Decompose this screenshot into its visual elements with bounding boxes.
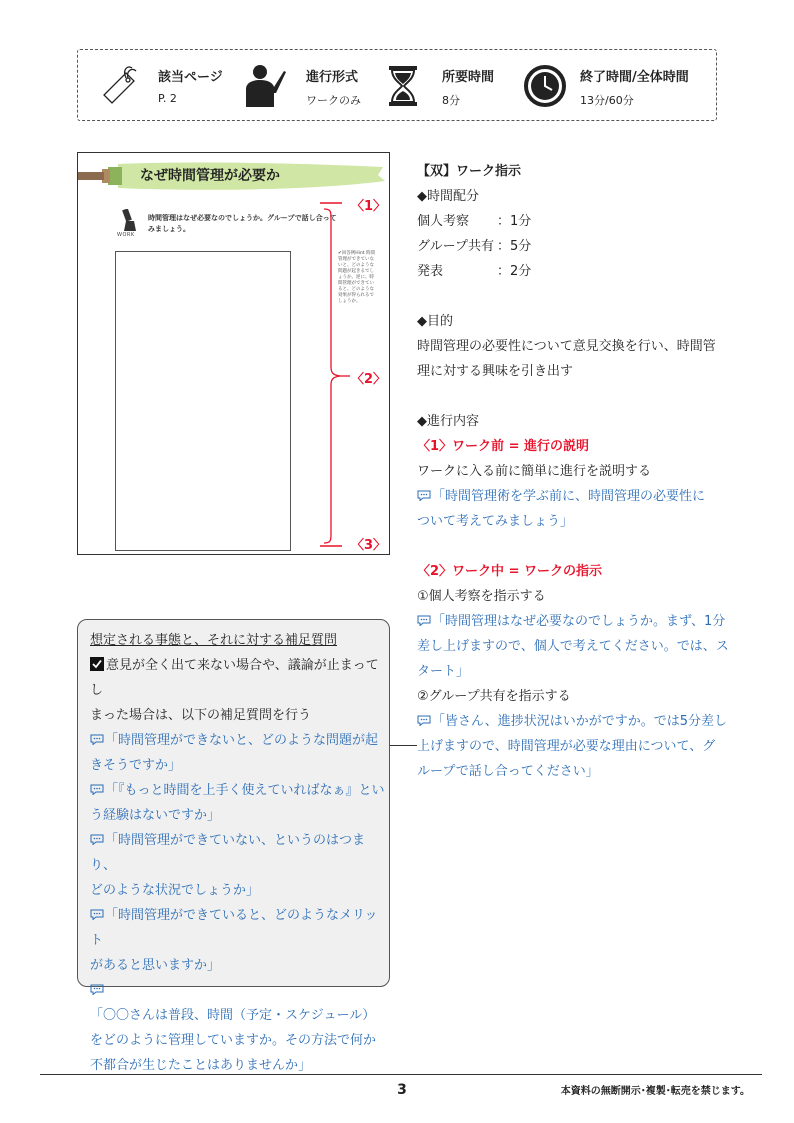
supplement-question-line: 「〇〇さんは普段、時間（予定・スケジュール） (90, 978, 385, 1028)
supplement-question-line: 「時間管理ができていると、どのようなメリット (90, 908, 378, 948)
supplement-questions (90, 728, 385, 1078)
time-heading: ◆時間配分 (417, 189, 479, 204)
presenter-icon (240, 63, 286, 109)
step1-quote-line: 「時間管理術を学ぶ前に、時間管理の必要性に (417, 484, 737, 509)
time-row (417, 209, 737, 234)
copyright-notice: 本資料の無断開示･複製･転売を禁じます。 (560, 1086, 750, 1097)
ticket-tag-icon (96, 63, 142, 109)
supplement-question-line: う経験はないですか」 (90, 808, 221, 823)
marker-1: 〈1〉 (351, 199, 387, 214)
step2a-quote-line: 「時間管理はなぜ必要なのでしょうか。まず、1分 (417, 609, 737, 634)
supplement-lead: まった場合は、以下の補足質問を行う (90, 708, 312, 723)
supplement-question-line: 「時間管理ができないと、どのような問題が起 (90, 728, 385, 753)
connector-line (390, 745, 417, 746)
time-row (417, 234, 737, 259)
time-value: ：5分 (497, 239, 532, 254)
time-row (417, 259, 737, 284)
instructions-heading: 【双】ワーク指示 (417, 164, 522, 179)
step2a-quote-line: 差し上げますので、個人で考えてください。では、ス (417, 639, 729, 654)
info-label: 所要時間 (442, 70, 495, 85)
info-value: ワークのみ (306, 94, 361, 107)
info-value: P. 2 (158, 92, 177, 105)
purpose-line: 時間管理の必要性について意見交換を行い、時間管 (417, 339, 716, 354)
step1-text: ワークに入る前に簡単に進行を説明する (417, 464, 652, 479)
time-label: 個人考察 (417, 214, 470, 229)
step2b-text: ②グループ共有を指示する (417, 689, 571, 704)
speech-bubble-icon (90, 909, 104, 920)
step2a-text: ①個人考察を指示する (417, 589, 546, 604)
info-label: 終了時間/全体時間 (580, 70, 689, 85)
supplement-question-line: 不都合が生じたことはありませんか」 (90, 1058, 312, 1073)
time-value: ：1分 (497, 214, 532, 229)
supplement-question-line: をどのように管理していますか。その方法で何か (90, 1033, 377, 1048)
purpose-line: 理に対する興味を引き出す (417, 364, 574, 379)
info-label: 該当ページ (158, 70, 223, 85)
supplement-question-line: 「時間管理ができていない、というのはつまり、 (90, 833, 366, 873)
slide-hint: ✔回答例Hint 時間管理ができていないと、どのような問題が起きるでしょうか。逆に、時間管理ができていると、どのような効果が得られるでしょうか。 (338, 251, 375, 304)
speech-bubble-icon (90, 784, 104, 795)
answer-box (115, 251, 291, 551)
info-value: 13分/60分 (580, 94, 634, 107)
step2-heading: 〈2〉ワーク中 = ワークの指示 (417, 564, 602, 579)
hourglass-icon (380, 63, 426, 109)
step2b-quote-line: 上げますので、時間管理が必要な理由について、グ (417, 739, 716, 754)
supplement-question-line: 「『もっと時間を上手く使えていればなぁ』とい (90, 778, 385, 803)
step1-quote-line: ついて考えてみましょう」 (417, 514, 574, 529)
step1-heading: 〈1〉ワーク前 = 進行の説明 (417, 439, 589, 454)
slide-title: なぜ時間管理が必要か (140, 168, 280, 184)
marker-2: 〈2〉 (351, 372, 387, 387)
step2a-quote-line: タート」 (417, 664, 470, 679)
supplement-question-line: があると思いますか」 (90, 958, 221, 973)
speech-bubble-icon (417, 715, 431, 726)
step2b-quote-line: ループで話し合ってください」 (417, 764, 599, 779)
page-number: 3 (397, 1082, 407, 1098)
instructions (417, 159, 737, 784)
work-label: WORK (117, 232, 135, 238)
supplement-question-line: きそうですか」 (90, 758, 182, 773)
speech-bubble-icon (90, 984, 104, 995)
supplement-question-line: どのような状況でしょうか」 (90, 883, 260, 898)
time-label: 発表 (417, 264, 444, 279)
info-label: 進行形式 (306, 70, 359, 85)
footer-rule (40, 1074, 762, 1075)
step2b-quote-line: 「皆さん、進捗状況はいかがですか。では5分差し (417, 709, 737, 734)
speech-bubble-icon (417, 615, 431, 626)
speech-bubble-icon (417, 490, 431, 501)
checkbox-checked-icon (90, 657, 104, 671)
purpose-heading: ◆目的 (417, 314, 453, 329)
supplement-content (90, 628, 385, 1078)
speech-bubble-icon (90, 834, 104, 845)
marker-3: 〈3〉 (351, 538, 387, 553)
content-heading: ◆進行内容 (417, 414, 479, 429)
supplement-box (77, 619, 390, 1073)
supplement-lead: 意見が全く出て来ない場合や、議論が止まってし (90, 658, 379, 698)
time-value: ：2分 (497, 264, 532, 279)
speech-bubble-icon (90, 734, 104, 745)
info-value: 8分 (442, 94, 460, 107)
slide-question: 時間管理はなぜ必要なのでしょうか。グループで話し合ってみましょう。 (148, 214, 337, 233)
clock-icon (522, 63, 568, 109)
time-label: グループ共有 (417, 239, 494, 254)
info-box (77, 49, 717, 121)
supplement-title: 想定される事態と、それに対する補足質問 (90, 633, 338, 648)
